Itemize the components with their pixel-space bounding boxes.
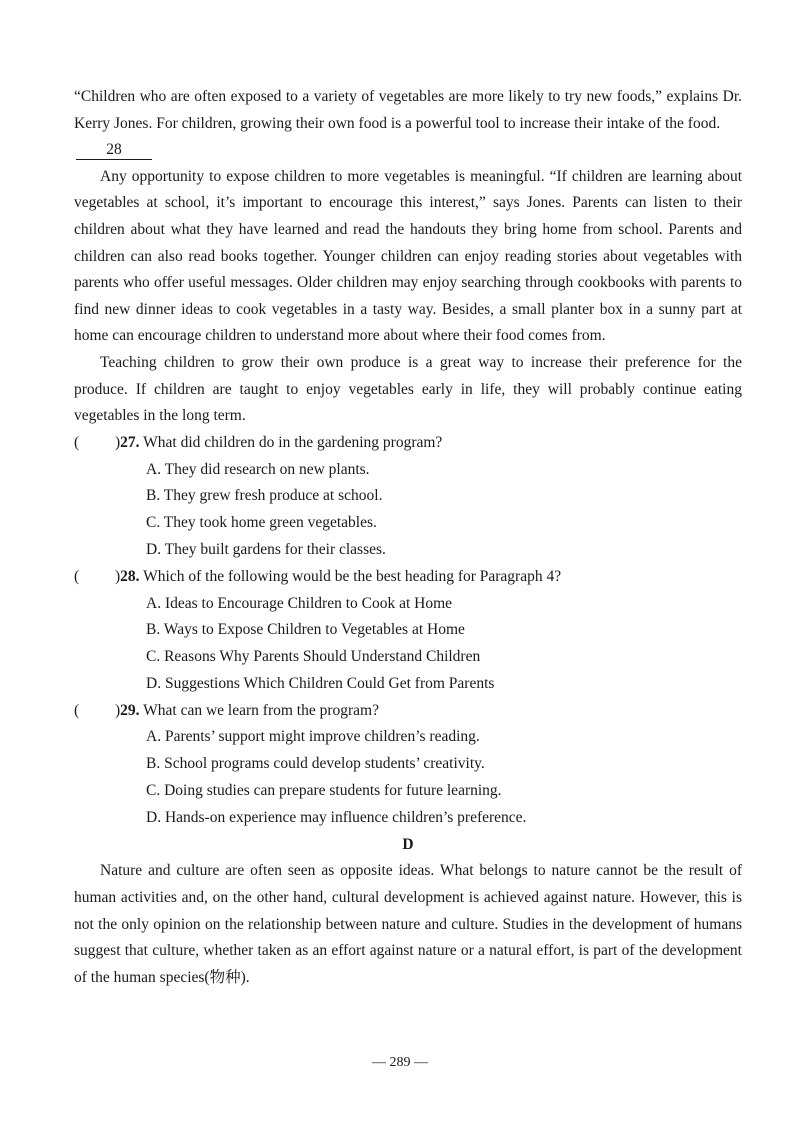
paragraph-4: Any opportunity to expose children to more vegetables is meaningful. “If children are learning about vegetables at school, it’s important to encourage this interest,” says Jones. Parents can listen to their children about what they have learned and read the handouts they bring home from school. Parents and children can also read books together. Younger children can enjoy reading stories about vegetables with parents who offer useful messages. Older children may enjoy searching through cookbooks with parents to find new dinner ideas to cook vegetables in a tasty way. Besides, a small planter box in a sunny part at home can encourage children to understand more about where their food comes from. [74, 167, 742, 345]
question-28 [74, 564, 742, 698]
question-stem: ( )27. What did children do in the gardening program? [74, 430, 742, 457]
question-number: 29. [120, 701, 140, 719]
question-27 [74, 430, 742, 564]
option-d: D. Hands-on experience may influence children’s preference. [146, 808, 527, 826]
question-text: What can we learn from the program? [143, 701, 379, 719]
question-number: 28. [120, 567, 140, 585]
option-a: A. Ideas to Encourage Children to Cook at Home [146, 594, 453, 612]
page-number: — 289 — [372, 1055, 428, 1070]
blank-28-label: 28 [76, 141, 152, 160]
paragraph-quote: “Children who are often exposed to a variety of vegetables are more likely to try new foods,” explains Dr. Kerry Jones. For children, growing their own food is a powerful tool to increase their intake of the food. [74, 88, 742, 132]
option-b: B. Ways to Expose Children to Vegetables at Home [146, 621, 465, 639]
question-number: 27. [120, 433, 140, 451]
worksheet-page [74, 84, 742, 991]
option-c: C. They took home green vegetables. [146, 514, 377, 532]
option-d: D. They built gardens for their classes. [146, 540, 386, 558]
paragraph-d-1: Nature and culture are often seen as opposite ideas. What belongs to nature cannot be the result of human activities and, on the other hand, cultural development is achieved against nature. However, this is not the only opinion on the relationship between nature and culture. Studies in the development of humans suggest that culture, whether taken as an effort against nature or a natural effort, is part of the development of the human species(物种). [74, 862, 742, 986]
question-29 [74, 698, 742, 832]
answer-paren[interactable]: ( [74, 433, 80, 451]
answer-paren[interactable]: ( [74, 567, 80, 585]
answer-paren[interactable]: ( [74, 701, 80, 719]
option-b: B. School programs could develop students’ creativity. [146, 755, 485, 773]
paragraph-5: Teaching children to grow their own produce is a great way to increase their preference for the produce. If children are taught to enjoy vegetables early in life, they will probably continue eating vegetables in the long term. [74, 353, 742, 425]
option-a: A. Parents’ support might improve children’s reading. [146, 728, 480, 746]
blank-28 [74, 137, 742, 164]
option-b: B. They grew fresh produce at school. [146, 487, 383, 505]
question-stem: ( )28. Which of the following would be the best heading for Paragraph 4? [74, 564, 742, 591]
question-text: What did children do in the gardening program? [143, 433, 443, 451]
section-heading-d: D [402, 835, 414, 853]
option-c: C. Reasons Why Parents Should Understand Children [146, 648, 481, 666]
option-a: A. They did research on new plants. [146, 460, 370, 478]
option-d: D. Suggestions Which Children Could Get from Parents [146, 674, 495, 692]
question-stem: ( )29. What can we learn from the program? [74, 698, 742, 725]
option-c: C. Doing studies can prepare students for future learning. [146, 782, 502, 800]
question-text: Which of the following would be the best heading for Paragraph 4? [143, 567, 562, 585]
